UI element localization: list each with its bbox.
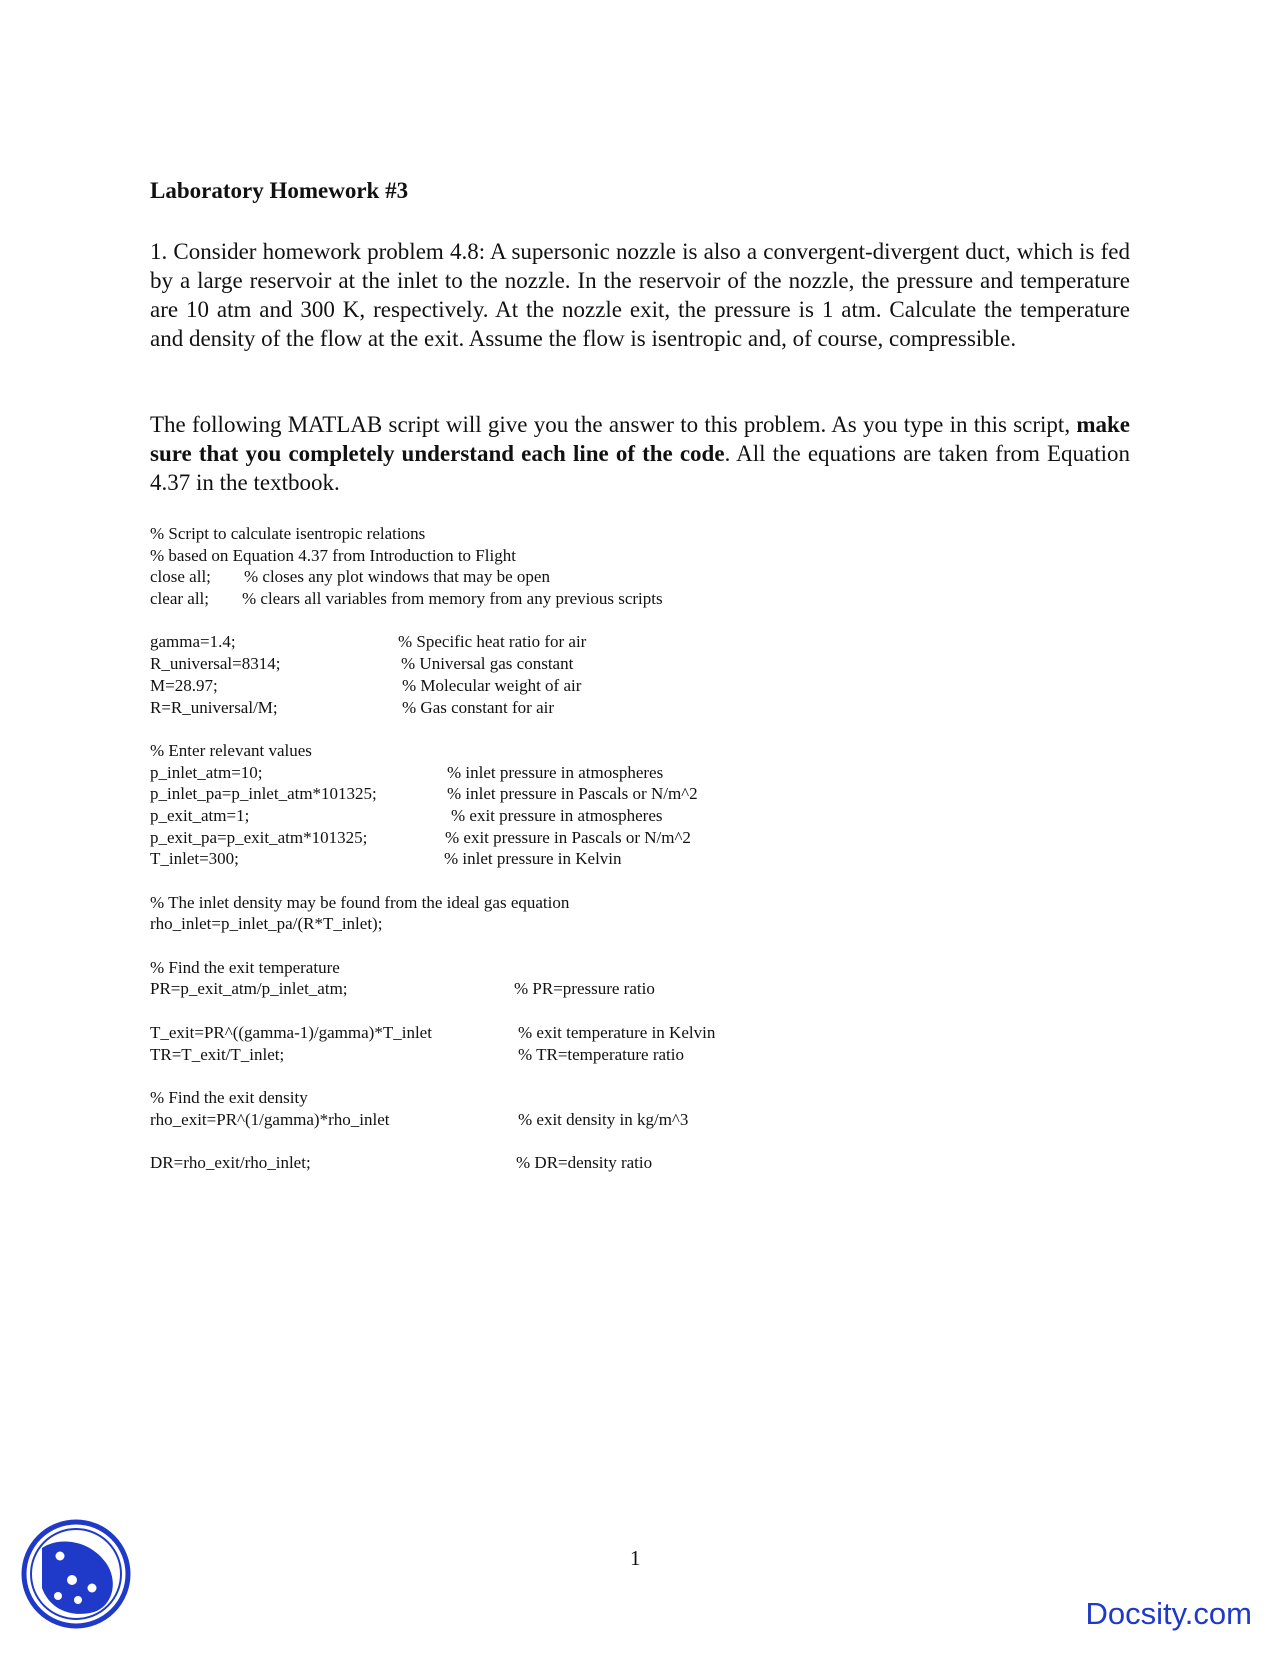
code-text: R_universal=8314;: [150, 654, 281, 674]
code-line: [150, 783, 1130, 805]
code-text: R=R_universal/M;: [150, 697, 278, 717]
code-line: [150, 1152, 1130, 1174]
code-line: [150, 523, 1130, 545]
code-text: % Find the exit density: [150, 1087, 308, 1107]
code-text: p_exit_atm=1;: [150, 805, 250, 825]
code-comment: % exit density in kg/m^3: [518, 1109, 689, 1129]
code-blank-line: [150, 1130, 1130, 1152]
code-comment: % Molecular weight of air: [402, 675, 582, 695]
code-line: [150, 566, 1130, 588]
instructions-text-end: . All the equations are taken from Equation 4.37 in the textbook.: [150, 441, 1131, 495]
code-blank-line: [150, 1000, 1130, 1022]
code-comment: % inlet pressure in Kelvin: [444, 849, 622, 869]
code-text: % The inlet density may be found from the ideal gas equation: [150, 892, 570, 912]
code-blank-line: [150, 870, 1130, 892]
code-line: [150, 978, 1130, 1000]
docsity-logo-icon: [20, 1518, 132, 1630]
code-comment: % inlet pressure in Pascals or N/m^2: [447, 784, 698, 804]
code-line: [150, 697, 1130, 719]
code-line: [150, 892, 1130, 914]
code-line: [150, 1109, 1130, 1131]
code-line: [150, 653, 1130, 675]
code-text: clear all;: [150, 589, 209, 609]
code-text: p_exit_pa=p_exit_atm*101325;: [150, 827, 368, 847]
code-comment: % clears all variables from memory from any previous scripts: [242, 589, 663, 609]
code-blank-line: [150, 1065, 1130, 1087]
code-text: % based on Equation 4.37 from Introduction to Flight: [150, 545, 516, 565]
code-text: T_inlet=300;: [150, 849, 239, 869]
code-comment: % inlet pressure in atmospheres: [447, 762, 664, 782]
problem-paragraph: 1. Consider homework problem 4.8: A supersonic nozzle is also a convergent-divergent duct, which is fed by a large reservoir at the inlet to the nozzle. In the reservoir of the nozzle, the pressure and temperature are 10 atm and 300 K, respectively. At the nozzle exit, the pressure is 1 atm. Calculate the temperature and density of the flow at the exit. Assume the flow is isentropic and, of course, compressible.: [150, 239, 1130, 351]
code-line: [150, 545, 1130, 567]
code-comment: % Gas constant for air: [402, 697, 555, 717]
code-text: DR=rho_exit/rho_inlet;: [150, 1152, 311, 1172]
code-line: [150, 1044, 1130, 1066]
code-text: PR=p_exit_atm/p_inlet_atm;: [150, 979, 348, 999]
code-comment: % TR=temperature ratio: [518, 1044, 684, 1064]
code-comment: % exit temperature in Kelvin: [518, 1022, 716, 1042]
code-comment: % DR=density ratio: [516, 1152, 653, 1172]
code-comment: % Universal gas constant: [401, 654, 574, 674]
code-text: T_exit=PR^((gamma-1)/gamma)*T_inlet: [150, 1022, 432, 1042]
code-text: close all;: [150, 567, 211, 587]
code-blank-line: [150, 935, 1130, 957]
code-text: rho_inlet=p_inlet_pa/(R*T_inlet);: [150, 914, 383, 934]
code-comment: % exit pressure in Pascals or N/m^2: [445, 827, 691, 847]
code-line: [150, 762, 1130, 784]
code-line: [150, 805, 1130, 827]
code-comment: % PR=pressure ratio: [514, 979, 655, 999]
code-text: p_inlet_pa=p_inlet_atm*101325;: [150, 784, 377, 804]
code-line: [150, 913, 1130, 935]
code-text: % Script to calculate isentropic relations: [150, 524, 426, 543]
code-text: p_inlet_atm=10;: [150, 762, 263, 782]
code-comment: % Specific heat ratio for air: [398, 632, 587, 652]
instructions-text-start: The following MATLAB script will give you the answer to this problem. As you type in this script,: [150, 412, 1077, 437]
instructions-paragraph: [150, 410, 1130, 497]
code-line: [150, 1087, 1130, 1109]
code-text: rho_exit=PR^(1/gamma)*rho_inlet: [150, 1109, 390, 1129]
code-line: [150, 740, 1130, 762]
code-line: [150, 827, 1130, 849]
code-text: % Enter relevant values: [150, 740, 312, 760]
code-blank-line: [150, 610, 1130, 632]
document-title: Laboratory Homework #3: [150, 178, 409, 203]
code-line: [150, 848, 1130, 870]
docsity-watermark[interactable]: Docsity.com: [1085, 1596, 1252, 1631]
code-text: TR=T_exit/T_inlet;: [150, 1044, 285, 1064]
code-line: [150, 675, 1130, 697]
code-text: % Find the exit temperature: [150, 957, 340, 977]
code-text: M=28.97;: [150, 675, 218, 695]
code-blank-line: [150, 718, 1130, 740]
code-text: gamma=1.4;: [150, 632, 236, 652]
matlab-script: [150, 523, 1130, 1174]
code-line: [150, 957, 1130, 979]
instructions-emphasis: make sure that you completely understand each line of the code: [150, 412, 1130, 466]
code-line: [150, 588, 1130, 610]
code-comment: % exit pressure in atmospheres: [451, 805, 663, 825]
code-line: [150, 1022, 1130, 1044]
page-number: 1: [630, 1546, 641, 1570]
code-comment: % closes any plot windows that may be open: [244, 567, 550, 587]
code-line: [150, 631, 1130, 653]
